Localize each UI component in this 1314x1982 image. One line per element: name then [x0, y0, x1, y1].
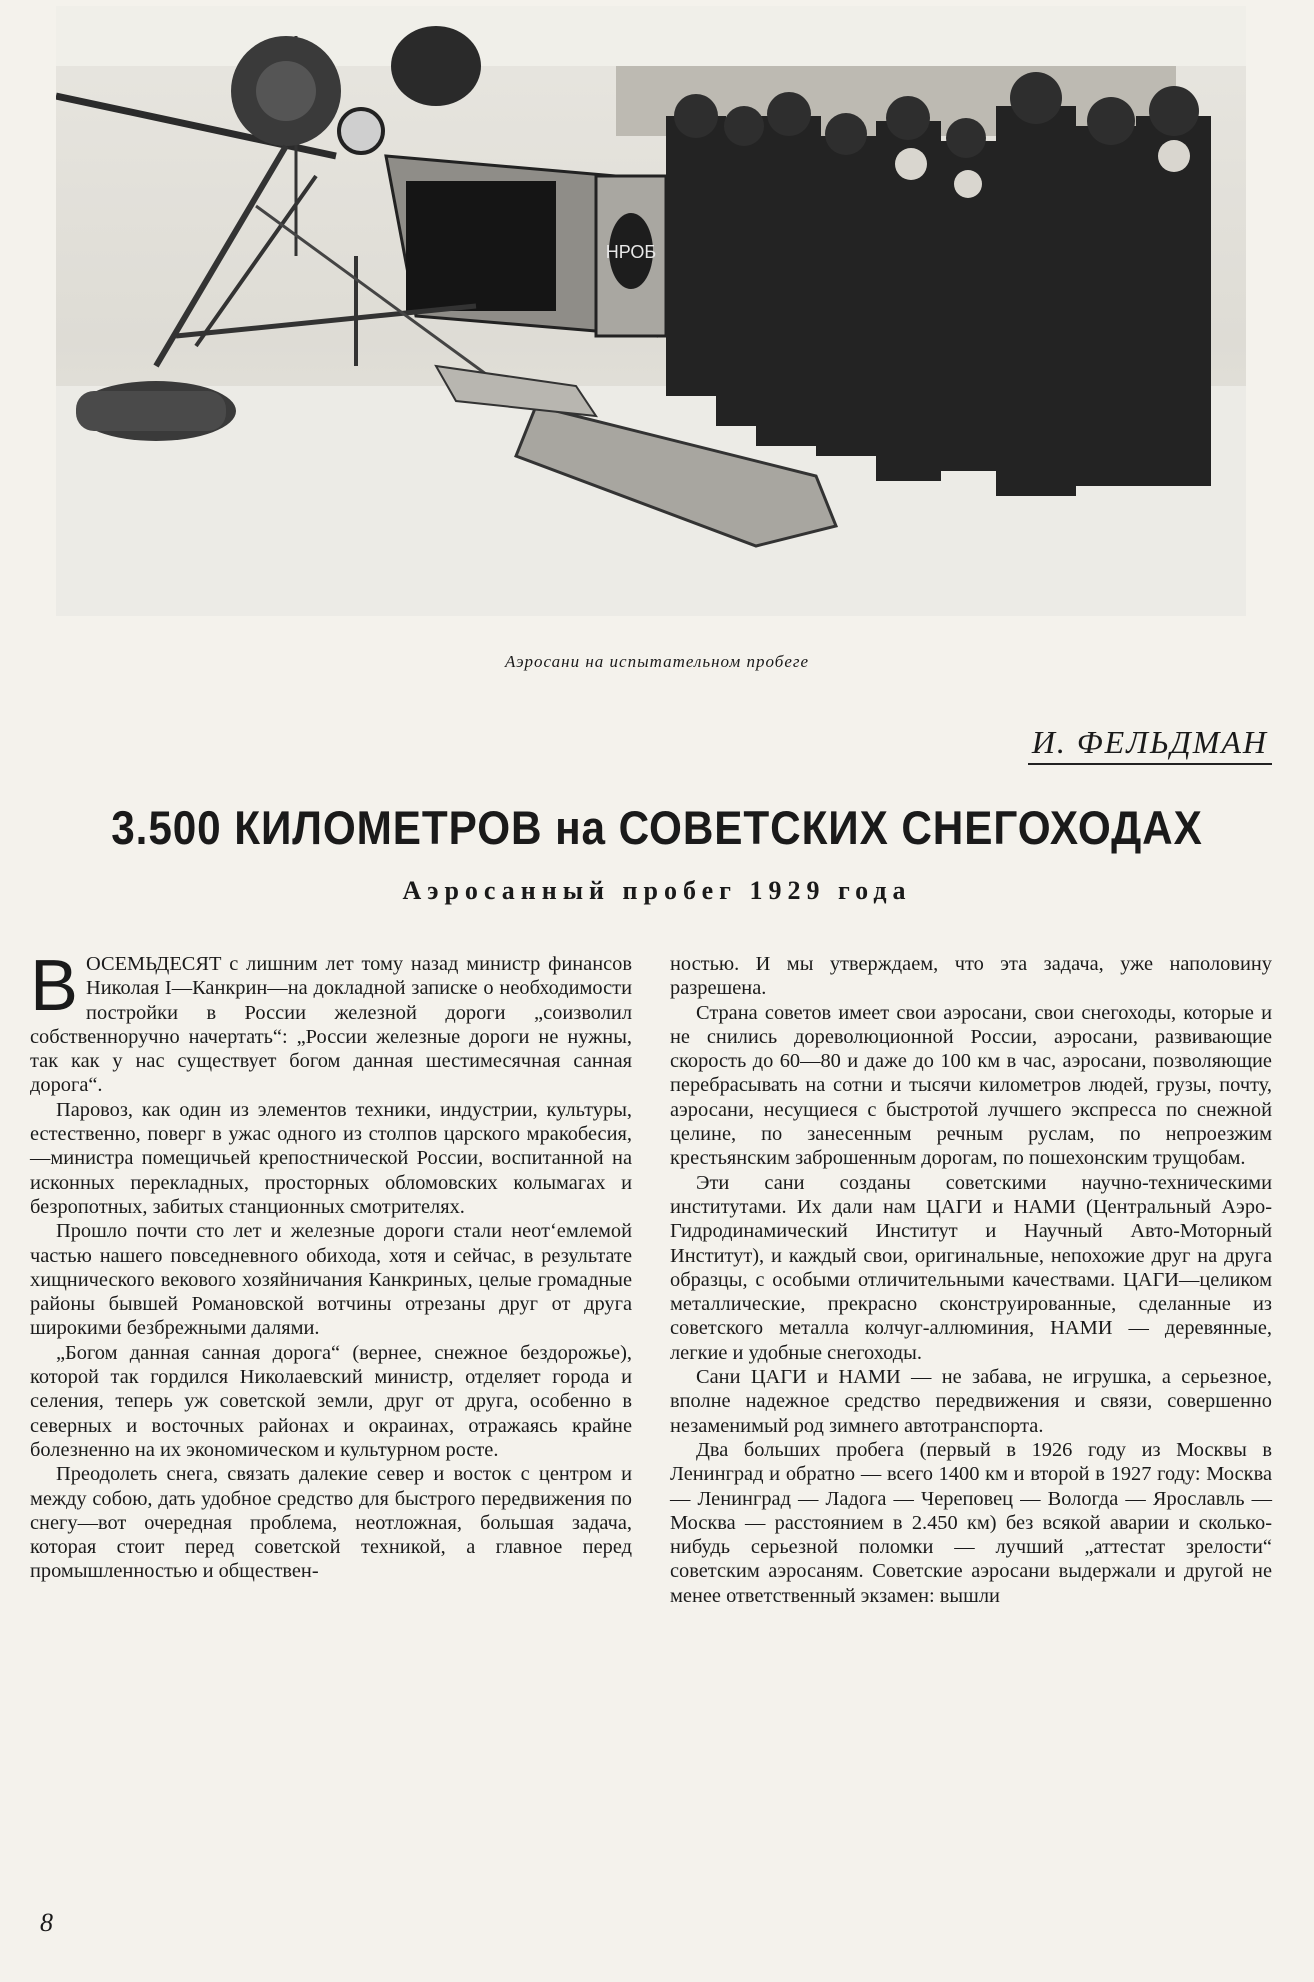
- aerosled-photo: [56, 6, 1246, 616]
- paragraph-2: Паровоз, как один из элементов техники, индустрии, культуры, естественно, поверг в ужас одного из столпов царского мракобесия,—министра помещичьей крепостнической России, воспитанной на исконных перекладных, просторных обломовских колымагах и безропотных, забитых станционных смотрителях.: [30, 1098, 632, 1218]
- article-subtitle: Аэросанный пробег 1929 года: [402, 876, 912, 905]
- paragraph-1: [30, 946, 632, 1098]
- left-column: [30, 946, 632, 1584]
- article-title: 3.500 КИЛОМЕТРОВ на СОВЕТСКИХ СНЕГОХОДАХ: [111, 801, 1203, 854]
- paragraph-5: Преодолеть снега, связать далекие север и восток с центром и между собою, дать удобное средство для быстрого передвижения по снегу—вот очередная проблема, неотложная, большая задача, которая стоит перед советской техникой, а главное перед промышленностью и обществен-: [30, 1463, 632, 1583]
- aerosled-photo-illustration: [56, 6, 1246, 616]
- paragraph-4: „Богом данная санная дорога“ (вернее, снежное бездорожье), которой так гордился Николаевский министр, отделяет города и селения, теперь уж советской земли, друг от друга, особенно в северных и восточных районах и окраинах, отражаясь крайне болезненно на их экономическом и культурном росте.: [30, 1341, 632, 1461]
- page-number: 8: [40, 1908, 53, 1937]
- paragraph-10: Два больших пробега (первый в 1926 году из Москвы в Ленинград и обратно — всего 1400 км и второй в 1927 году: Москва — Ленинград — Ладога — Череповец — Вологда — Ярославль — Москва — расстоянием в 2.450 км) без всякой аварии и сколько-нибудь серьезной поломки — лучший „аттестат зрелости“ советским аэросаням. Советские аэросани выдержали и другой не менее ответственный экзамен: вышли: [670, 1438, 1272, 1607]
- paragraph-1-text: ОСЕМЬДЕСЯТ с лишним лет тому назад министр финансов Николая I—Канкрин—на докладной записке о необходимости постройки в России железной дороги „соизволил собственноручно начертать“: „России железные дороги не нужны, так как у нас существует богом данная шестимесячная санная дорога“.: [30, 953, 632, 1097]
- right-column: [670, 952, 1272, 1608]
- paragraph-6: ностью. И мы утверждаем, что эта задача, уже наполовину разрешена.: [670, 953, 1272, 1000]
- author-byline: И. ФЕЛЬДМАН: [1028, 724, 1272, 765]
- paragraph-8: Эти сани созданы советскими научно-техническими институтами. Их дали нам ЦАГИ и НАМИ (Центральный Аэро-Гидродинамический Институт и Научный Авто-Моторный Институт), и каждый свои, оригинальные, непохожие друг на друга образцы, с особыми отличительными качествами. ЦАГИ—целиком металлические, прекрасно сконструированные, сделанные из советского металла колчуг-аллюминия, НАМИ — деревянные, легкие и удобные снегоходы.: [670, 1171, 1272, 1364]
- paragraph-9: Сани ЦАГИ и НАМИ — не забава, не игрушка, а серьезное, вполне надежное средство передвижения и связи, совершенно незаменимый род зимнего автотранспорта.: [670, 1366, 1272, 1437]
- paragraph-7: Страна советов имеет свои аэросани, свои снегоходы, которые и не снились дореволюционной России, аэросани, развивающие скорость до 60—80 и даже до 100 км в час, аэросани, позволяющие перебрасывать на сотни и тысячи километров людей, грузы, почту, аэросани, несущиеся с быстротой лучшего экспресса по снежной целине, по занесенным речным руслам, по непроезжим крестьянским заброшенным дорогам, по пошехонским трущобам.: [670, 1001, 1272, 1170]
- photo-caption: Аэросани на испытательном пробеге: [504, 652, 810, 671]
- paragraph-3: Прошло почти сто лет и железные дороги стали неот‘емлемой частью нашего повседневного обихода, хотя и сейчас, в результате хищнического векового хозяйничания Канкриных, целые громадные районы бывшей Романовской вотчины отрезаны друг от друга широкими безбрежными далями.: [30, 1220, 632, 1340]
- drop-cap: В: [30, 946, 79, 1026]
- plate-number: НРОБ: [605, 242, 657, 262]
